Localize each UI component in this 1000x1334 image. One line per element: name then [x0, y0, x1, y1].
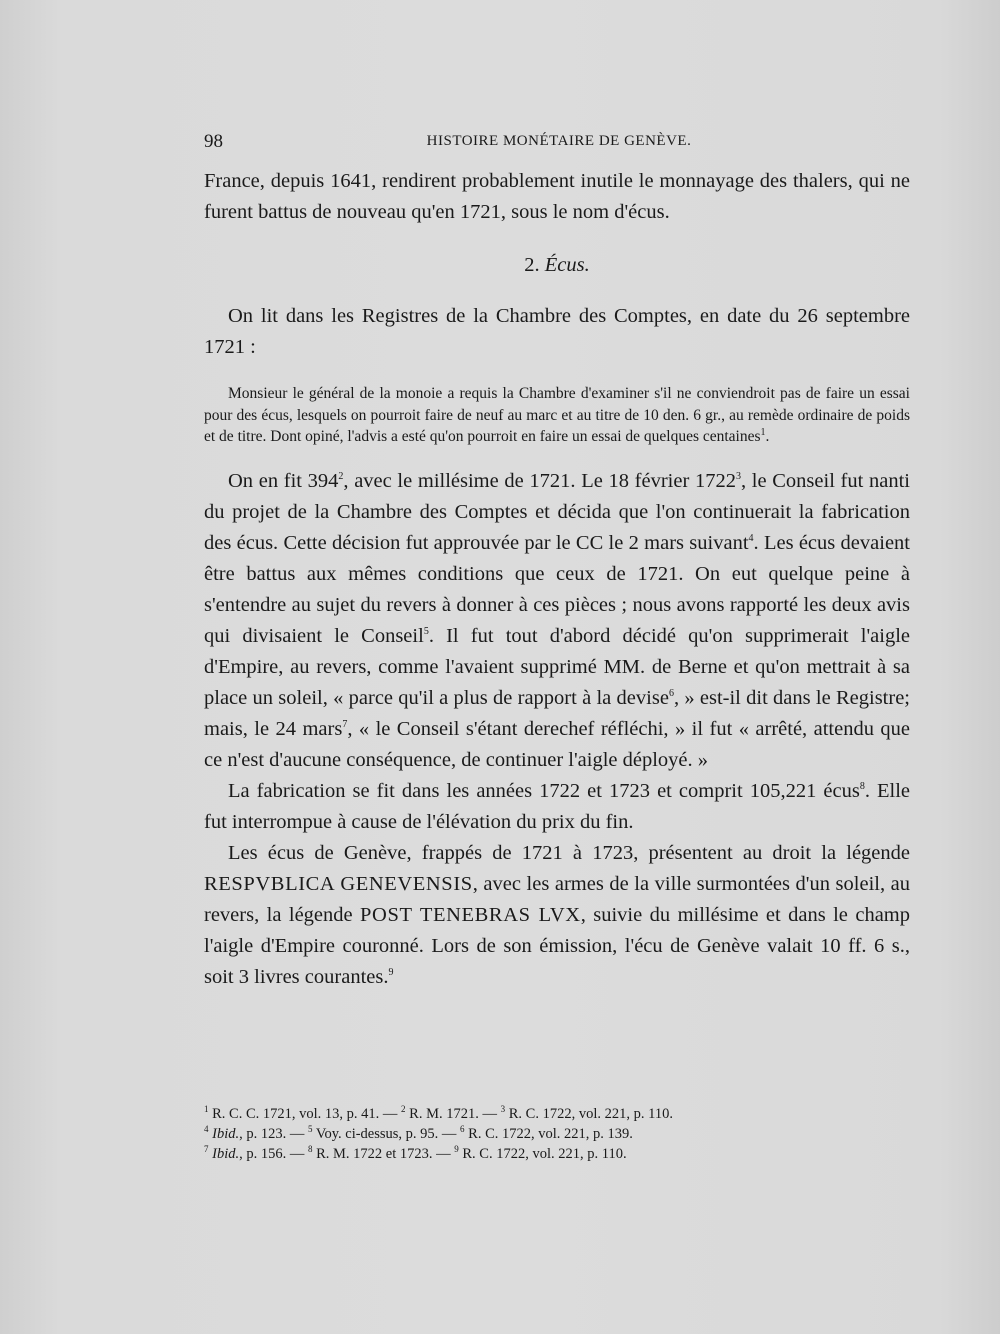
- paragraph-5: [204, 838, 910, 993]
- footnote-ref-2: 2: [338, 470, 344, 482]
- footnote-ref-3: 3: [735, 470, 741, 482]
- footnote-ref-1: 1: [760, 426, 766, 438]
- section-number: 2.: [524, 254, 540, 276]
- section-heading: [204, 250, 910, 281]
- footnote-ref-9: 9: [388, 966, 394, 978]
- section-title: Écus.: [544, 254, 590, 276]
- paragraph-3: [204, 466, 910, 776]
- footnote-ref-5: 5: [423, 625, 429, 637]
- footnote-ref-7: 7: [342, 718, 348, 730]
- p5-text-c: , suivie du millésime et dans le champ l'aigle d'Empire couronné. Lors de son émission, l'écu de Genève valait 10 ff. 6 s., soit 3 livres courantes.: [204, 903, 910, 988]
- body-text: [204, 166, 910, 993]
- running-head: [204, 131, 914, 155]
- paragraph-1-text: France, depuis 1641, rendirent probablement inutile le monnayage des thalers, qui ne furent battus de nouveau qu'en 1721, sous le nom d'écus.: [204, 170, 910, 223]
- p5-text-a: Les écus de Genève, frappés de 1721 à 1723, présentent au droit la légende: [228, 841, 910, 864]
- footnote-line-3: [204, 1144, 914, 1164]
- p3-text-d: . Les écus devaient être battus aux mêmes conditions que ceux de 1721. On eut quelque peine à s'entendre au sujet du revers à donner à ces pièces ; nous avons rapporté les deux avis qui divisaient le Conseil: [204, 531, 910, 647]
- p3-text-e: . Il fut tout d'abord décidé qu'on supprimerait l'aigle d'Empire, au revers, comme l'avaient supprimé MM. de Berne et qu'on mettrait à sa place un soleil, « parce qu'il a plus de rapport à la devise: [204, 624, 910, 709]
- quote-text: Monsieur le général de la monoie a requis la Chambre d'examiner s'il ne conviendroit pas de faire un essai pour des écus, lesquels on pourroit faire de neuf au marc et au titre de 10 den. 6 gr., au remède ordinaire de poids et de titre. Dont opiné, l'advis a esté qu'on pourroit en faire un essai de quelques centaines: [204, 385, 910, 445]
- p3-text-g: , « le Conseil s'étant derechef réfléchi, » il fut « arrêté, attendu que ce n'est d'aucune conséquence, de continuer l'aigle déployé. »: [204, 717, 910, 771]
- footnote-text: , p. 156. —: [239, 1146, 308, 1162]
- footnote-text: R. M. 1721. —: [405, 1106, 501, 1122]
- footnote-text: R. C. 1722, vol. 221, p. 139.: [464, 1126, 633, 1142]
- running-title: HISTOIRE MONÉTAIRE DE GENÈVE.: [426, 133, 692, 149]
- footnote-text: R. C. 1722, vol. 221, p. 110.: [458, 1146, 627, 1162]
- registry-quote: [204, 383, 910, 448]
- quote-end: .: [765, 428, 770, 445]
- footnote-number: 5: [307, 1124, 313, 1135]
- p4-text-b: . Elle fut interrompue à cause de l'élévation du prix du fin.: [204, 779, 910, 833]
- footnote-number: 2: [401, 1104, 406, 1115]
- footnote-ref-4: 4: [748, 532, 754, 544]
- footnote-line-1: [204, 1104, 914, 1124]
- footnote-ref-6: 6: [668, 687, 674, 699]
- footnote-number: 8: [307, 1144, 313, 1155]
- p3-text-f: , » est-il dit dans le Registre; mais, le 24 mars: [204, 686, 911, 740]
- footnote-ibid: Ibid.: [208, 1146, 240, 1162]
- paragraph-2: [204, 301, 910, 363]
- footnote-ref-8: 8: [859, 780, 865, 792]
- legend-obverse: RESPVBLICA GENEVENSIS: [204, 872, 473, 895]
- paragraph-4: [204, 776, 910, 838]
- paragraph-1: [204, 166, 910, 228]
- footnote-text: R. C. 1722, vol. 221, p. 110.: [505, 1106, 673, 1122]
- footnote-number: 6: [460, 1124, 465, 1135]
- footnote-number: 4: [204, 1124, 209, 1135]
- footnote-text: R. C. C. 1721, vol. 13, p. 41. —: [208, 1106, 402, 1122]
- footnote-text: R. M. 1722 et 1723. —: [312, 1146, 455, 1162]
- p5-text-b: , avec les armes de la ville surmontées d'un soleil, au revers, la légende: [204, 872, 910, 926]
- footnote-number: 9: [454, 1144, 459, 1155]
- p4-text-a: La fabrication se fit dans les années 1722 et 1723 et comprit 105,221 écus: [228, 779, 860, 802]
- footnote-number: 3: [500, 1104, 506, 1115]
- footnote-number: 7: [204, 1144, 209, 1155]
- footnote-ibid: Ibid.: [208, 1126, 240, 1142]
- p3-text-c: , le Conseil fut nanti du projet de la Chambre des Comptes et décida que l'on continuerait la fabrication des écus. Cette décision fut approuvée par le CC le 2 mars suivant: [204, 469, 910, 554]
- p3-text-a: On en fit 394: [228, 469, 339, 492]
- page-number: 98: [204, 131, 223, 152]
- paragraph-2-text: On lit dans les Registres de la Chambre des Comptes, en date du 26 septembre 1721 :: [204, 305, 910, 358]
- footnote-text: Voy. ci-dessus, p. 95. —: [312, 1126, 461, 1142]
- footnotes: [204, 1104, 914, 1164]
- footnote-text: , p. 123. —: [239, 1126, 308, 1142]
- footnote-number: 1: [204, 1104, 209, 1115]
- p3-text-b: , avec le millésime de 1721. Le 18 février 1722: [343, 469, 736, 492]
- legend-reverse: POST TENEBRAS LVX: [360, 903, 581, 926]
- footnote-line-2: [204, 1124, 914, 1144]
